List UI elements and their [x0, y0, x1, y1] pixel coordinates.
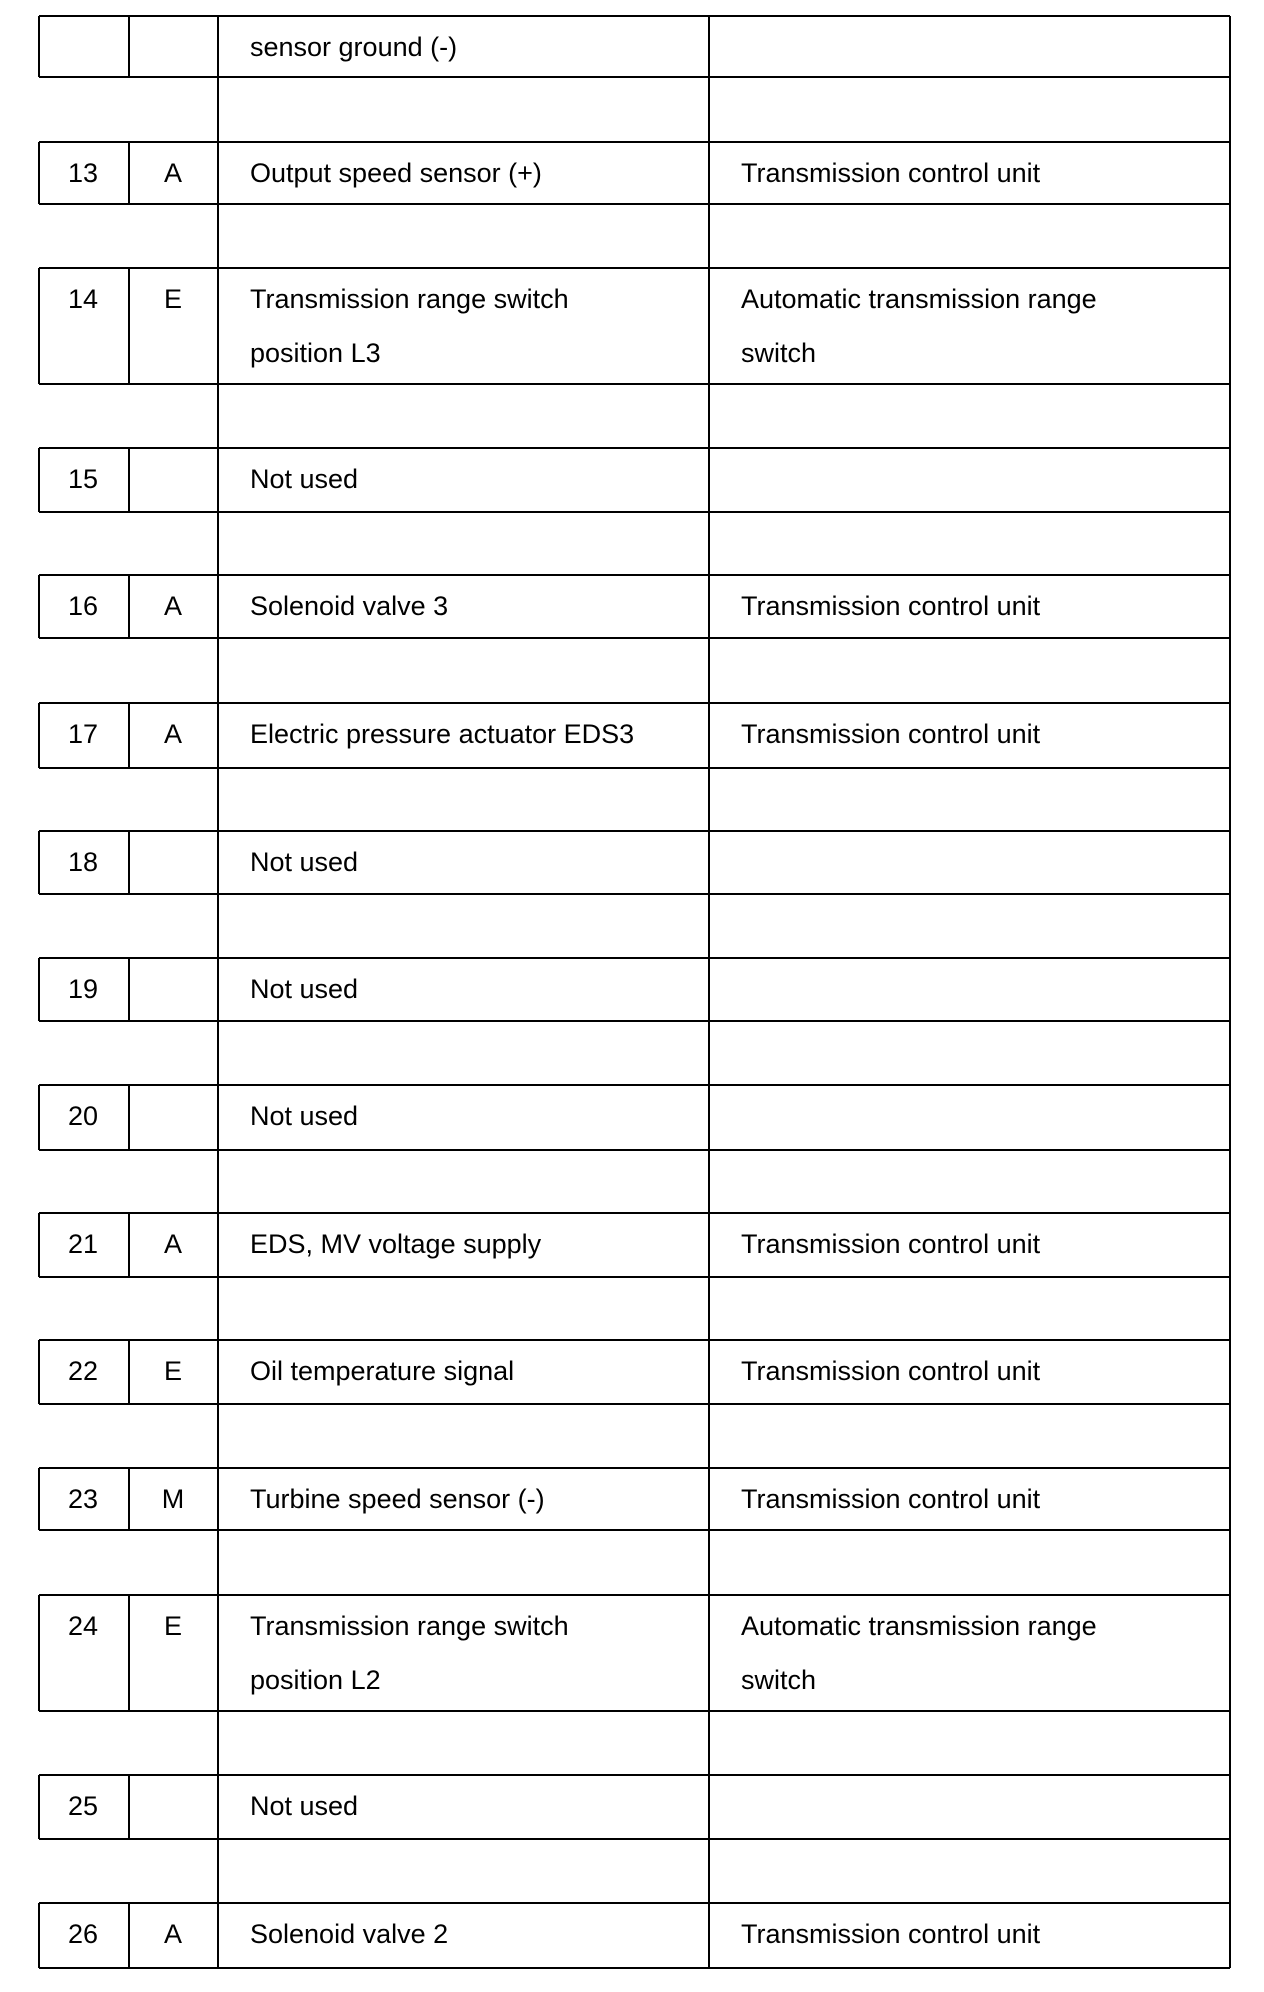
description: Not used [250, 1791, 359, 1821]
pin-number: 15 [67, 464, 99, 494]
connected-component: Transmission control unit [741, 719, 1041, 749]
pin-number: 20 [67, 1101, 99, 1131]
description: Electric pressure actuator EDS3 [250, 719, 635, 749]
signal-type: A [163, 591, 182, 621]
pin-number: 18 [67, 847, 99, 877]
signal-type: A [163, 719, 182, 749]
description: position L3 [250, 338, 381, 368]
connected-component: Transmission control unit [741, 591, 1041, 621]
pin-number: 23 [67, 1484, 99, 1514]
signal-type: M [161, 1484, 185, 1514]
pin-number: 24 [67, 1611, 99, 1641]
connected-component: switch [741, 338, 817, 368]
signal-type: E [163, 284, 182, 314]
signal-type: A [163, 1919, 182, 1949]
description: EDS, MV voltage supply [250, 1229, 542, 1259]
description: Not used [250, 974, 359, 1004]
pin-number: 13 [67, 158, 99, 188]
pin-number: 25 [67, 1791, 99, 1821]
connected-component: Automatic transmission range [741, 1611, 1097, 1641]
connected-component: Transmission control unit [741, 158, 1041, 188]
description: Solenoid valve 2 [250, 1919, 449, 1949]
connected-component: Automatic transmission range [741, 284, 1097, 314]
description: Not used [250, 464, 359, 494]
description: Output speed sensor (+) [250, 158, 542, 188]
pin-number: 26 [67, 1919, 99, 1949]
connected-component: switch [741, 1665, 817, 1695]
pin-number: 21 [67, 1229, 99, 1259]
description: Not used [250, 1101, 359, 1131]
signal-type: A [163, 1229, 182, 1259]
description: sensor ground (-) [250, 32, 458, 62]
pin-number: 16 [67, 591, 99, 621]
connected-component: Transmission control unit [741, 1356, 1041, 1386]
description: Solenoid valve 3 [250, 591, 449, 621]
description: Oil temperature signal [250, 1356, 515, 1386]
signal-type: A [163, 158, 182, 188]
pin-number: 22 [67, 1356, 99, 1386]
signal-type: E [163, 1356, 182, 1386]
description: Not used [250, 847, 359, 877]
description: position L2 [250, 1665, 381, 1695]
signal-type: E [163, 1611, 182, 1641]
description: Turbine speed sensor (-) [250, 1484, 545, 1514]
pin-number: 17 [67, 719, 99, 749]
pin-number: 19 [67, 974, 99, 1004]
pin-number: 14 [67, 284, 99, 314]
description: Transmission range switch [250, 284, 569, 314]
connected-component: Transmission control unit [741, 1229, 1041, 1259]
connected-component: Transmission control unit [741, 1484, 1041, 1514]
connected-component: Transmission control unit [741, 1919, 1041, 1949]
description: Transmission range switch [250, 1611, 569, 1641]
